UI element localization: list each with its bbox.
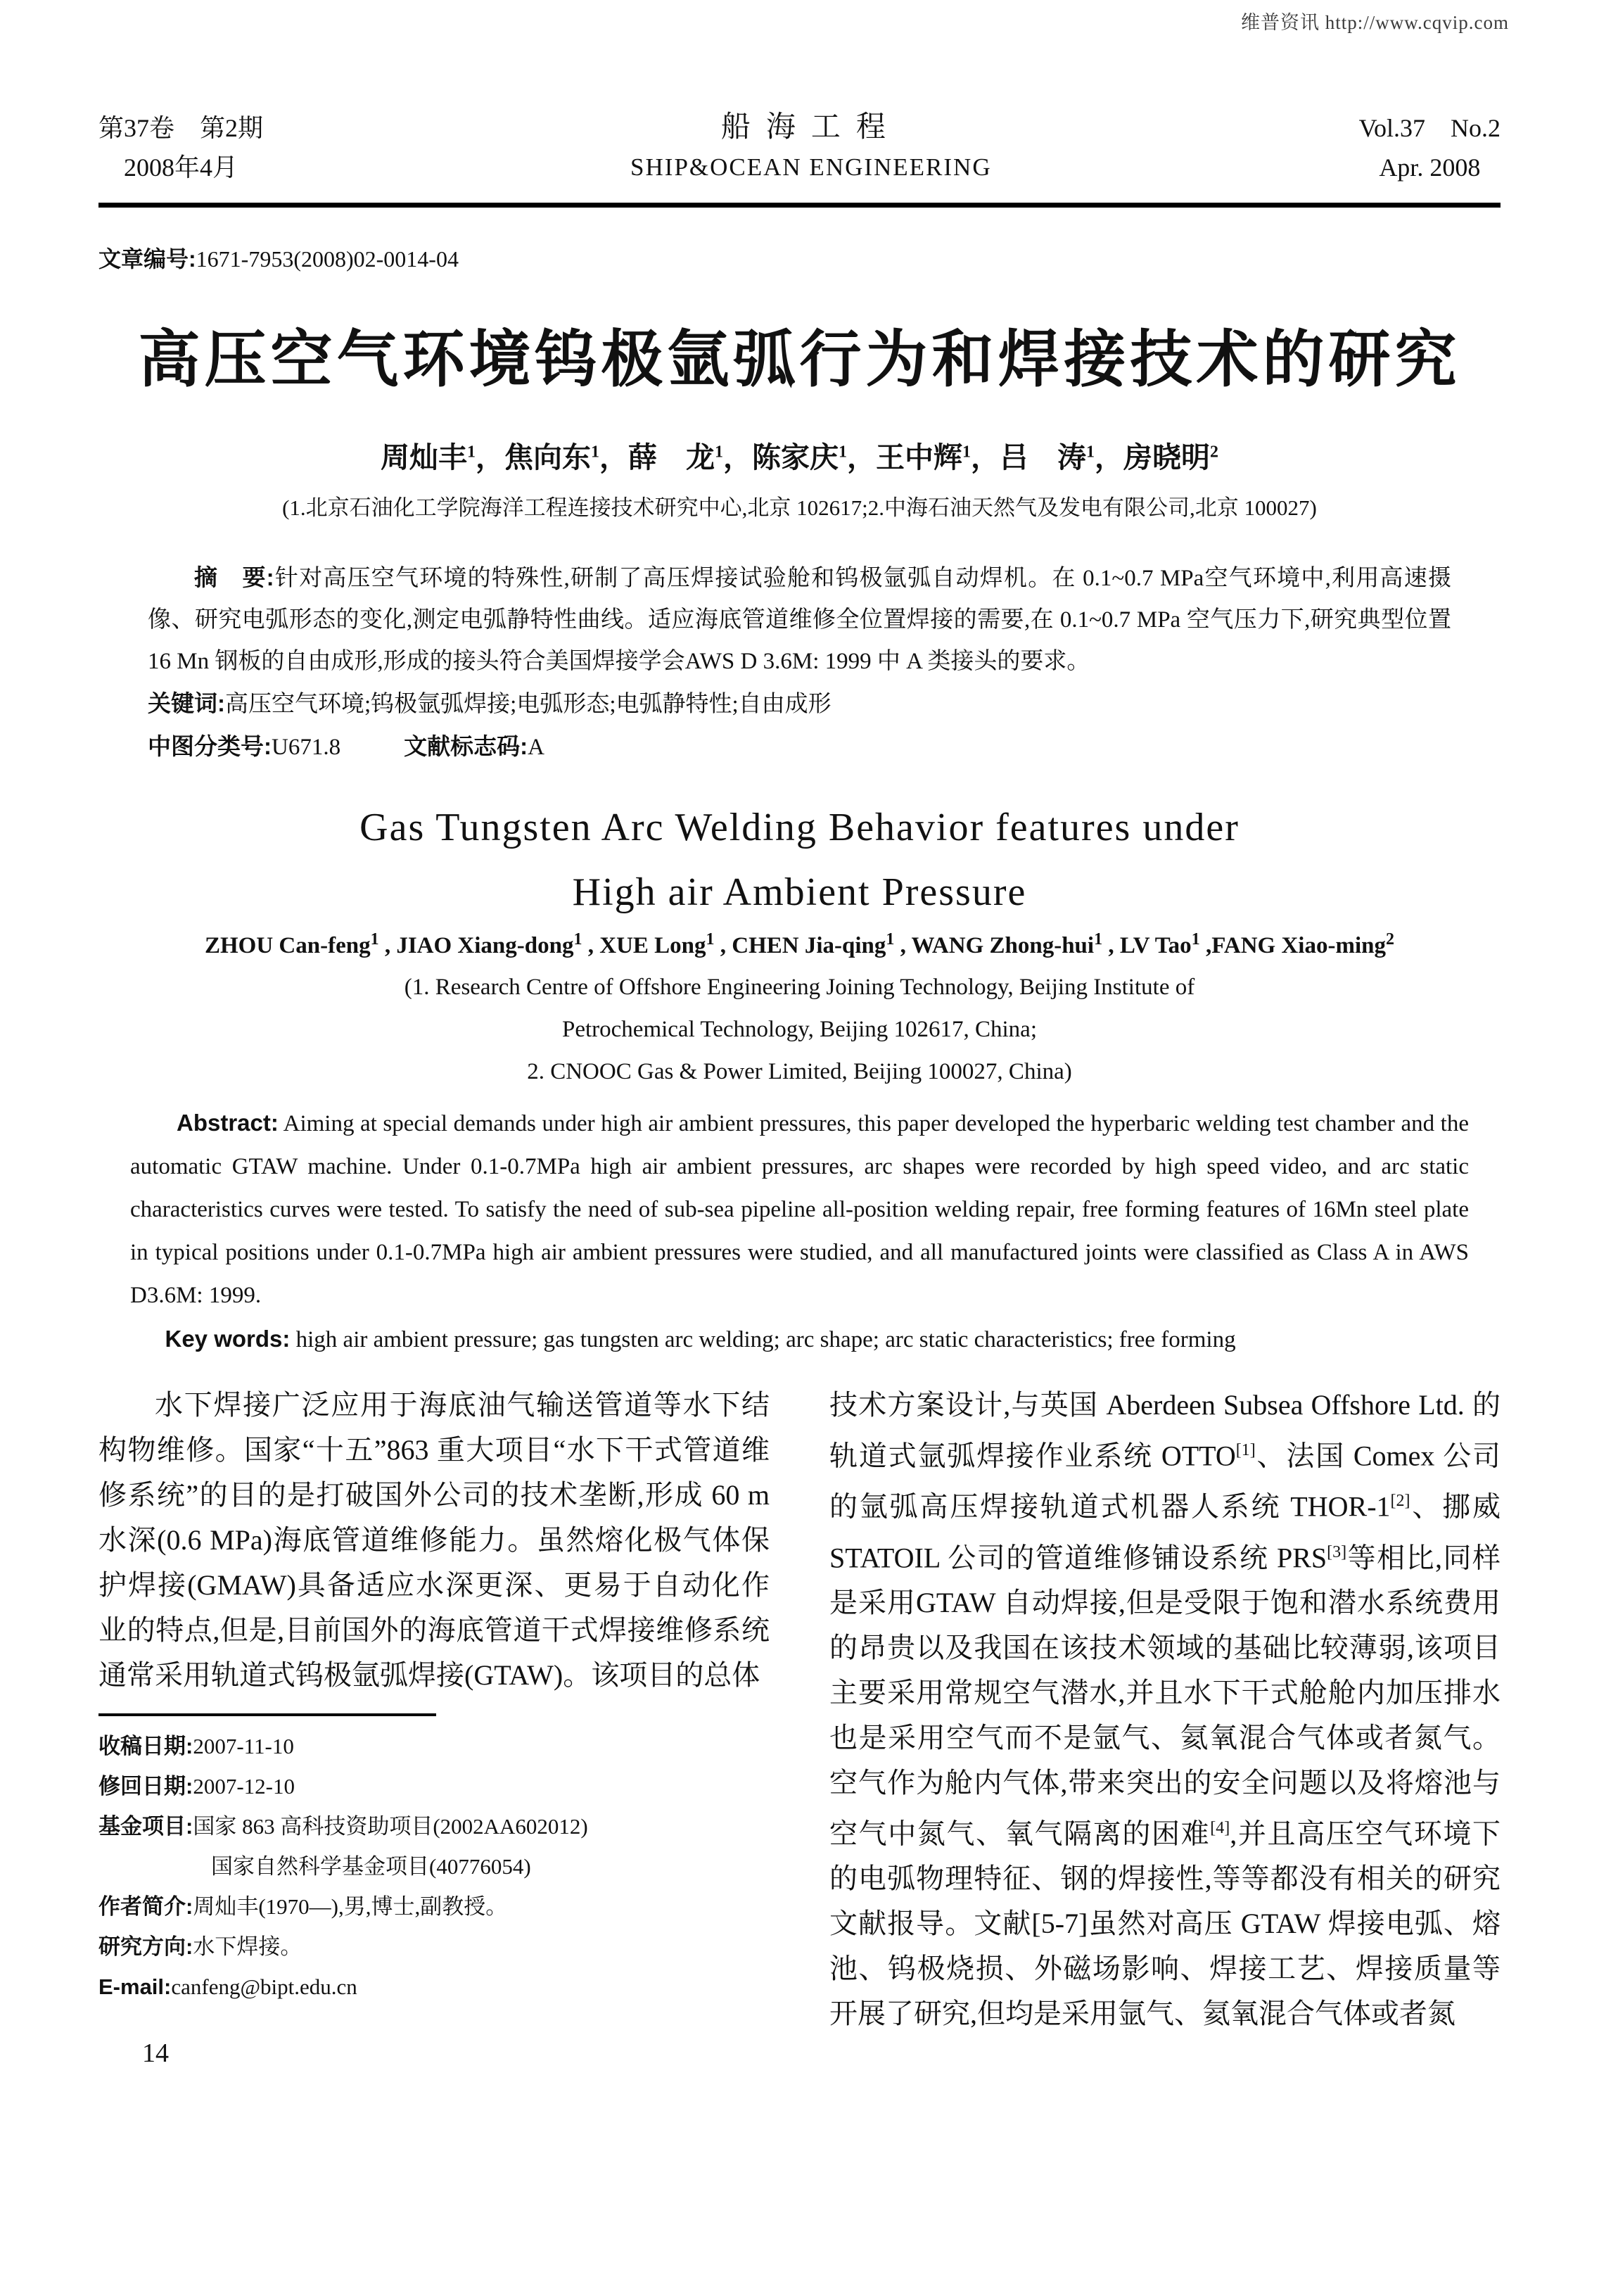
email-label: E-mail: — [98, 1974, 172, 1999]
journal-title-zh: 船海工程 — [720, 111, 901, 144]
keywords-en-label: Key words: — [165, 1326, 291, 1352]
abstract-en-text: Aiming at special demands under high air ambient pressures, this paper developed the hyperbaric welding test chamber and the automatic GTAW machine. Under 0.1-0.7MPa high air ambient pressures, arc shapes were recorded by high speed video, and arc static characteristics curves were tested. To satisfy the need of sub-sea pipeline all-position welding repair, free forming features of 16Mn steel plate in typical positions under 0.1-0.7MPa high air ambient pressures were studied, and all manufactured joints were classified as Class A in AWS D3.6M: 1999. — [130, 1111, 1469, 1308]
authors-en: ZHOU Can-feng$^1$ , JIAO Xiang-dong$^1$ , XUE Long$^1$ , CHEN Jia-qing$^1$ , WANG Zhong-hui$^1$ , LV Tao$^1$ ,FANG Xiao-ming$^2$ — [205, 930, 1394, 958]
article-number-line — [98, 241, 1501, 274]
fund-label: 基金项目: — [98, 1814, 193, 1839]
body-right-paragraph: 技术方案设计,与英国 Aberdeen Subsea Offshore Ltd. 的轨道式氩弧焊接作业系统 OTTO[1]、法国 Comex 公司的氩弧高压焊接轨道式机器人系统 THOR-1[2]、挪威 STATOIL 公司的管道维修铺设系统 PRS[3]等相比,同样是采用GTAW 自动焊接,但是受限于饱和潜水系统费用的昂贵以及我国在该技术领域的基础比较薄弱,该项目主要采用常规空气潜水,并且水下干式舱舱内加压排水也是采用空气而不是氩气、氦氧混合气体或者氮气。空气作为舱内气体,带来突出的安全问题以及将熔池与空气中氮气、氧气隔离的困难[4],并且高压空气环境下的电弧物理特征、钢的焊接性,等等都没有相关的研究文献报导。文献[5-7]虽然对高压 GTAW 焊接电弧、熔池、钨极烧损、外磁场影响、焊接工艺、焊接质量等开展了研究,但均是采用氩气、氦氧混合气体或者氮 — [829, 1389, 1501, 2030]
doc-code-label: 文献标志码: — [404, 733, 528, 759]
article-number-label: 文章编号: — [98, 246, 196, 272]
revised-date-value: 2007-12-10 — [193, 1774, 295, 1799]
header-volume-issue-block — [98, 108, 263, 187]
fund-value2: 国家自然科学基金项目(40776054) — [211, 1854, 531, 1879]
abstract-en-label: Abstract: — [177, 1110, 279, 1136]
date-zh: 2008年4月 — [124, 153, 238, 182]
page-number: 14 — [142, 2038, 169, 2068]
revised-date-label: 修回日期: — [98, 1774, 193, 1799]
fund-line2 — [98, 1846, 770, 1886]
classification-line — [148, 725, 1451, 768]
affiliation-en-line3: 2. CNOOC Gas & Power Limited, Beijing 100027, China) — [527, 1059, 1072, 1084]
affiliation-en-line1: (1. Research Centre of Offshore Engineering Joining Technology, Beijing Institute of — [404, 975, 1195, 1000]
article-number-value: 1671-7953(2008)02-0014-04 — [196, 246, 459, 272]
received-date-label: 收稿日期: — [98, 1734, 193, 1758]
fund-line1 — [98, 1806, 770, 1846]
date-en: Apr. 2008 — [1379, 153, 1481, 182]
research-field-label: 研究方向: — [98, 1934, 193, 1959]
email-value: canfeng@bipt.edu.cn — [171, 1974, 357, 1999]
affiliation-en — [98, 966, 1501, 1093]
revised-date-line — [98, 1766, 770, 1806]
keywords-zh-label: 关键词: — [148, 690, 225, 716]
paper-title-en — [98, 795, 1501, 925]
body-two-columns — [98, 1383, 1501, 2076]
footnote-body — [98, 1726, 770, 2007]
email-line — [98, 1967, 770, 2007]
volume-issue-zh: 第37卷 第2期 — [98, 114, 264, 142]
keywords-zh — [148, 683, 1451, 725]
english-abstract-zone — [98, 1101, 1501, 1362]
received-date-line — [98, 1726, 770, 1766]
clc-value: U671.8 — [272, 735, 341, 760]
research-field-value: 水下焊接。 — [193, 1934, 302, 1959]
paper-title-zh: 高压空气环境钨极氩弧行为和焊接技术的研究 — [138, 326, 1461, 395]
abstract-en — [130, 1101, 1469, 1317]
abstract-zh — [148, 557, 1451, 683]
research-field-line — [98, 1927, 770, 1967]
received-date-value: 2007-11-10 — [193, 1734, 294, 1758]
paper-title-en-line1: Gas Tungsten Arc Welding Behavior features under — [359, 806, 1240, 849]
footnote-separator-rule — [98, 1713, 436, 1716]
body-left-column — [98, 1383, 770, 2076]
journal-title-en: SHIP&OCEAN ENGINEERING — [630, 153, 992, 181]
paper-title-en-line2: High air Ambient Pressure — [572, 870, 1027, 914]
chinese-abstract-zone — [98, 557, 1501, 768]
doc-code-value: A — [528, 735, 544, 760]
header-divider-rule — [98, 203, 1501, 208]
affiliation-zh: (1.北京石油化工学院海洋工程连接技术研究中心,北京 102617;2.中海石油天然气及发电有限公司,北京 100027) — [282, 495, 1317, 520]
header-volume-issue-en-block — [1359, 108, 1501, 187]
affiliation-en-line2: Petrochemical Technology, Beijing 102617, China; — [562, 1017, 1037, 1042]
authors-zh: 周灿丰$^1$，焦向东$^1$，薛 龙$^1$，陈家庆$^1$，王中辉$^1$，吕 涛$^1$，房晓明$^2$ — [381, 441, 1218, 474]
clc-label: 中图分类号: — [148, 733, 272, 759]
journal-title-block — [630, 107, 992, 187]
volume-issue-en: Vol.37 No.2 — [1358, 114, 1501, 142]
keywords-zh-text: 高压空气环境;钨极氩弧焊接;电弧形态;电弧静特性;自由成形 — [225, 692, 832, 717]
author-bio-label: 作者简介: — [98, 1894, 193, 1919]
keywords-en — [130, 1317, 1469, 1362]
fund-value1: 国家 863 高科技资助项目(2002AA602012) — [193, 1814, 588, 1839]
cqvip-watermark: 维普资讯 http://www.cqvip.com — [1241, 12, 1509, 33]
author-bio-line — [98, 1886, 770, 1927]
body-right-column — [829, 1383, 1501, 2076]
abstract-zh-text: 针对高压空气环境的特殊性,研制了高压焊接试验舱和钨极氩弧自动焊机。在 0.1~0.7 MPa空气环境中,利用高速摄像、研究电弧形态的变化,测定电弧静特性曲线。适应海底管道维修全位置焊接的需要,在 0.1~0.7 MPa 空气压力下,研究典型位置 16 Mn 钢板的自由成形,形成的接头符合美国焊接学会AWS D 3.6M: 1999 中 A 类接头的要求。 — [148, 566, 1451, 674]
body-left-paragraph: 水下焊接广泛应用于海底油气输送管道等水下结构物维修。国家“十五”863 重大项目“水下干式管道维修系统”的目的是打破国外公司的技术垄断,形成 60 m 水深(0.6 MPa)海底管道维修能力。虽然熔化极气体保护焊接(GMAW)具备适应水深更深、更易于自动化作业的特点,但是,目前国外的海底管道干式焊接维修系统通常采用轨道式钨极氩弧焊接(GTAW)。该项目的总体 — [98, 1389, 770, 1691]
author-bio-value: 周灿丰(1970—),男,博士,副教授。 — [193, 1894, 508, 1919]
abstract-zh-label: 摘 要: — [194, 564, 274, 590]
footnote-block — [98, 1713, 770, 2007]
keywords-en-text: high air ambient pressure; gas tungsten arc welding; arc shape; arc static characteristics; free forming — [295, 1327, 1236, 1352]
